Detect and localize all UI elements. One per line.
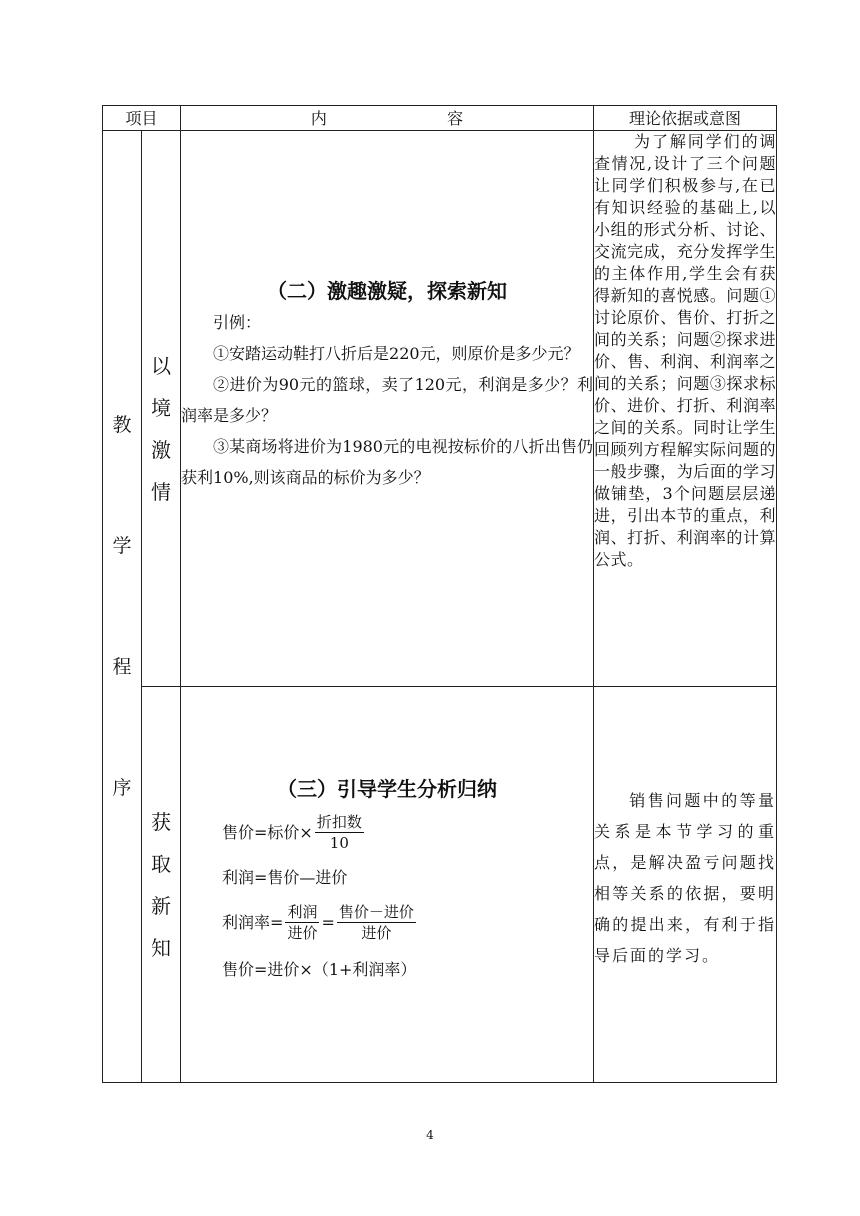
formula-text: 利润=售价—进价 <box>222 867 348 887</box>
lesson-plan-table <box>102 105 777 1083</box>
fraction <box>285 902 319 943</box>
formula-text: 售价=进价×（1+利润率） <box>222 959 417 979</box>
formula-profit-rate <box>222 899 593 945</box>
intro-label: 引例： <box>213 313 262 332</box>
section-label-1 <box>142 131 181 687</box>
formula-text: 利润率= <box>222 912 284 932</box>
section-char: 知 <box>151 935 171 960</box>
formula-selling-price-2 <box>222 945 593 993</box>
section-2-title: （三）引导学生分析归纳 <box>277 777 498 801</box>
formula-selling-price <box>222 809 593 855</box>
header-basis: 理论依据或意图 <box>594 106 777 131</box>
category-char: 学 <box>112 534 132 557</box>
header-content-left: 内 <box>310 109 327 128</box>
section-2-content <box>181 687 594 1083</box>
fraction-denominator: 进价 <box>361 923 392 942</box>
section-1-basis: 为了解同学们的调查情况,设计了三个问题让同学们积极参与,在已有知识经验的基础上,以小组的形式分析、讨论、交流完成，充分发挥学生的主体作用,学生会有获得新知的喜悦感。问题①讨论原价、售价、打折之间的关系；问题②探求进价、售、利润、利润率之间的关系；问题③探求标价、进价、打折、利润率之间的关系。同时让学生回顾列方程解实际问题的一般步骤，为后面的学习做铺垫，3个问题层层递进，引出本节的重点，利润、打折、利润率的计算公式。 <box>594 131 777 687</box>
category-char: 教 <box>112 413 132 436</box>
formula-text: 售价=标价× <box>222 822 313 842</box>
table-row <box>103 687 777 1083</box>
example-item: ①安踏运动鞋打八折后是220元，则原价是多少元？ <box>213 344 580 363</box>
fraction-numerator: 利润 <box>287 902 318 921</box>
example-item: ②进价为90元的篮球，卖了120元，利润是多少？利润率是多少？ <box>181 375 594 425</box>
table-header-row <box>103 106 777 131</box>
section-1-title: （二）激趣激疑，探索新知 <box>267 279 508 303</box>
section-char: 激 <box>151 437 171 462</box>
header-project: 项目 <box>103 106 181 131</box>
category-char: 程 <box>112 655 132 678</box>
table-row <box>103 131 777 687</box>
fraction-numerator: 售价－进价 <box>338 902 414 921</box>
equals-sign: = <box>321 912 335 932</box>
section-1-content <box>181 131 594 687</box>
page-number: 4 <box>426 1128 434 1142</box>
section-label-2 <box>142 687 181 1083</box>
header-content-right: 容 <box>447 109 464 128</box>
fraction-denominator: 进价 <box>287 923 318 942</box>
formula-block <box>181 809 593 993</box>
section-char: 以 <box>151 353 171 378</box>
section-char: 取 <box>151 851 171 876</box>
section-char: 获 <box>151 809 171 834</box>
fraction <box>337 902 416 943</box>
fraction-numerator: 折扣数 <box>316 812 362 831</box>
section-2-basis: 销售问题中的等量关系是本节学习的重点，是解决盈亏问题找相等关系的依据，要明确的提出来，有利于指导后面的学习。 <box>594 687 777 1083</box>
header-content <box>181 106 594 131</box>
example-item: ③某商场将进价为1980元的电视按标价的八折出售仍获利10%,则该商品的标价为多少？ <box>181 437 594 487</box>
fraction <box>315 812 364 853</box>
fraction-denominator: 10 <box>329 833 349 852</box>
formula-profit <box>222 855 593 899</box>
section-char: 情 <box>151 479 171 504</box>
category-char: 序 <box>112 776 132 799</box>
category-label-teaching-procedure <box>103 131 142 1083</box>
section-char: 境 <box>151 395 171 420</box>
section-char: 新 <box>151 893 171 918</box>
